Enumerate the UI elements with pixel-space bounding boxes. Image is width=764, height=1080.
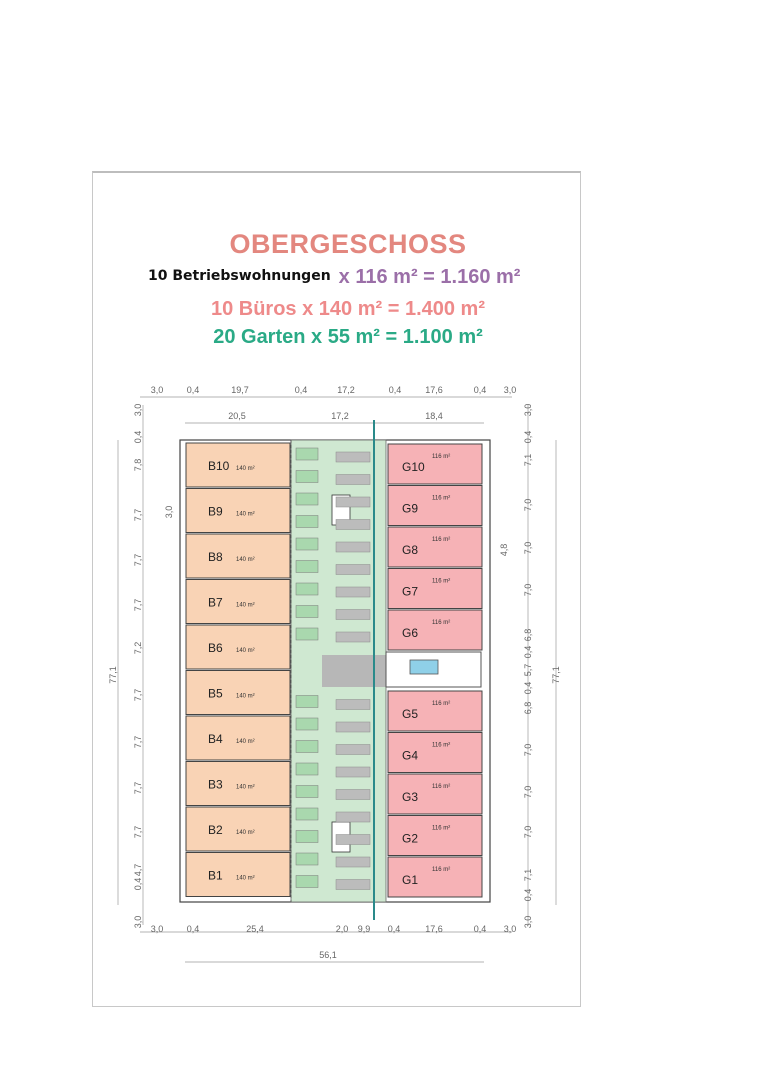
apartment-label: G2 xyxy=(402,831,419,846)
apartment-label: G8 xyxy=(402,543,419,557)
office-unit xyxy=(186,443,290,487)
corridor-module xyxy=(336,497,370,507)
dimension-label: 0,4 xyxy=(186,924,200,934)
apartment-area: 116 m² xyxy=(432,578,451,585)
dimension-label: 2,0 xyxy=(335,924,349,934)
dimension-label: 7,1 xyxy=(523,868,533,882)
core-area xyxy=(322,655,386,687)
dimension-label: 0,4 xyxy=(387,924,401,934)
dimension-label: 0,4 xyxy=(473,385,487,395)
corridor-module xyxy=(336,722,370,732)
dimension-label: 7,1 xyxy=(523,453,533,467)
office-area: 140 m² xyxy=(236,602,255,609)
apartment-area: 116 m² xyxy=(432,784,451,790)
office-area: 140 m² xyxy=(236,466,255,472)
corridor-module xyxy=(336,542,370,552)
dimension-label: 5,7 xyxy=(523,663,533,677)
corridor-module xyxy=(336,700,370,710)
apartment-label: G10 xyxy=(402,460,425,474)
office-units xyxy=(186,443,290,897)
dimension-label: 9,9 xyxy=(357,924,371,934)
dimension-label: 56,1 xyxy=(319,950,337,960)
dimension-label: 7,0 xyxy=(523,743,533,757)
dimension-label: 3,0 xyxy=(150,385,164,395)
dimension-label: 3,0 xyxy=(503,385,517,395)
office-unit xyxy=(186,534,290,578)
office-label: B4 xyxy=(208,732,223,746)
dimension-label: 4,8 xyxy=(499,543,509,557)
corridor-module xyxy=(336,520,370,530)
dimension-label: 3,0 xyxy=(503,924,517,934)
dimension-label: 17,2 xyxy=(337,385,355,395)
office-unit xyxy=(186,807,290,851)
corridor-module xyxy=(336,452,370,462)
corridor-module xyxy=(336,565,370,575)
corridor-module xyxy=(296,471,318,483)
office-area: 140 m² xyxy=(236,784,255,791)
dimension-label: 17,2 xyxy=(331,411,349,421)
office-area: 140 m² xyxy=(236,875,255,882)
corridor-module xyxy=(296,583,318,595)
office-label: B10 xyxy=(208,459,230,473)
corridor-module xyxy=(336,632,370,642)
dimension-label: 7,8 xyxy=(133,458,143,472)
corridor-module xyxy=(296,561,318,573)
dimension-label: 4,7 xyxy=(133,863,143,877)
offices-summary: 10 Büros x 140 m² = 1.400 m² xyxy=(210,298,486,320)
dimension-label: 0,4 xyxy=(388,385,402,395)
dimension-label: 17,6 xyxy=(425,385,443,395)
corridor-module xyxy=(296,696,318,708)
dimension-label: 3,0 xyxy=(133,403,143,417)
dimension-label: 17,6 xyxy=(425,924,443,934)
dimension-label: 19,7 xyxy=(231,385,249,395)
dimension-label: 77,1 xyxy=(551,666,561,684)
office-area: 140 m² xyxy=(236,511,255,518)
office-unit xyxy=(186,625,290,669)
corridor-module xyxy=(296,718,318,730)
dimension-label: 7,7 xyxy=(133,598,143,612)
dimension-label: 0,4 xyxy=(523,888,533,902)
dimension-label: 7,7 xyxy=(133,508,143,522)
dimension-label: 7,2 xyxy=(133,641,143,655)
dimension-label: 7,0 xyxy=(523,583,533,597)
apartment-area: 116 m² xyxy=(432,537,451,543)
corridor-module xyxy=(296,606,318,618)
office-area: 140 m² xyxy=(236,693,255,700)
dimension-label: 3,0 xyxy=(133,915,143,929)
gardens-summary: 20 Garten x 55 m² = 1.100 m² xyxy=(213,326,483,348)
office-label: B3 xyxy=(208,777,223,792)
office-unit xyxy=(186,671,290,715)
dimension-label: 25,4 xyxy=(246,924,264,934)
corridor-module xyxy=(296,853,318,865)
dimension-label: 0,4 xyxy=(133,430,143,444)
dimension-label: 18,4 xyxy=(425,411,443,421)
dimension-label: 0,4 xyxy=(473,924,487,934)
corridor-module xyxy=(336,587,370,597)
elevator-icon xyxy=(410,660,438,674)
corridor-module xyxy=(336,745,370,755)
dimension-label: 0,4 xyxy=(186,385,200,395)
dimension-label: 3,0 xyxy=(150,924,164,934)
dimension-label: 7,0 xyxy=(523,498,533,512)
office-unit xyxy=(186,580,290,624)
apartment-label: G5 xyxy=(402,707,419,721)
dimension-label: 7,0 xyxy=(523,541,533,555)
dimension-label: 20,5 xyxy=(228,411,246,421)
dimension-label: 6,8 xyxy=(523,701,533,715)
corridor-module xyxy=(336,880,370,890)
corridor-module xyxy=(296,876,318,888)
corridor-module xyxy=(336,812,370,822)
office-unit xyxy=(186,716,290,760)
corridor-module xyxy=(296,831,318,843)
corridor-module xyxy=(336,767,370,777)
office-label: B1 xyxy=(208,868,223,883)
dimension-label: 0,4 xyxy=(523,430,533,444)
dimension-label: 7,7 xyxy=(133,825,143,839)
apartments-summary-prefix: 10 Betriebswohnungen xyxy=(148,268,331,284)
corridor-module xyxy=(336,835,370,845)
office-area: 140 m² xyxy=(236,648,255,654)
office-label: B7 xyxy=(208,595,223,610)
corridor-module xyxy=(296,763,318,775)
dimension-label: 77,1 xyxy=(108,666,118,684)
page-title: OBERGESCHOSS xyxy=(229,229,467,259)
office-label: B6 xyxy=(208,641,223,655)
office-label: B5 xyxy=(208,686,223,701)
office-label: B2 xyxy=(208,823,223,837)
apartment-area: 116 m² xyxy=(432,742,451,749)
dimension-label: 7,0 xyxy=(523,825,533,839)
corridor-module xyxy=(296,538,318,550)
dimension-label: 0,4 xyxy=(523,645,533,659)
dimension-label: 3,0 xyxy=(164,505,174,519)
apartment-label: G7 xyxy=(402,584,419,599)
apartment-area: 116 m² xyxy=(432,620,451,626)
apartment-label: G9 xyxy=(402,501,419,516)
corridor-module xyxy=(296,448,318,460)
apartment-area: 116 m² xyxy=(432,825,451,832)
office-unit xyxy=(186,853,290,897)
dimension-label: 7,7 xyxy=(133,553,143,567)
corridor-module xyxy=(296,628,318,640)
dimension-label: 0,4 xyxy=(523,681,533,695)
dimension-label: 6,8 xyxy=(523,628,533,642)
apartment-label: G3 xyxy=(402,790,419,804)
office-area: 140 m² xyxy=(236,830,255,836)
dimension-label: 7,7 xyxy=(133,781,143,795)
apartment-label: G6 xyxy=(402,626,419,640)
corridor-module xyxy=(296,516,318,528)
corridor-module xyxy=(296,493,318,505)
office-label: B8 xyxy=(208,550,223,564)
apartments-summary-value: x 116 m² = 1.160 m² xyxy=(338,266,521,288)
office-label: B9 xyxy=(208,504,223,519)
apartment-area: 116 m² xyxy=(432,454,451,460)
office-area: 140 m² xyxy=(236,739,255,745)
corridor-module xyxy=(296,786,318,798)
dimension-label: 3,0 xyxy=(523,915,533,929)
corridor-module xyxy=(296,808,318,820)
corridor-module xyxy=(336,857,370,867)
apartment-area: 116 m² xyxy=(432,867,451,873)
dimension-label: 7,7 xyxy=(133,735,143,749)
apartment-label: G4 xyxy=(402,748,419,763)
apartment-area: 116 m² xyxy=(432,495,451,502)
corridor-module xyxy=(336,475,370,485)
office-area: 140 m² xyxy=(236,557,255,563)
dimension-label: 0,4 xyxy=(294,385,308,395)
dimension-label: 3,0 xyxy=(523,403,533,417)
office-unit xyxy=(186,489,290,533)
corridor-module xyxy=(296,741,318,753)
dimension-label: 7,0 xyxy=(523,785,533,799)
apartment-label: G1 xyxy=(402,873,419,887)
corridor-module xyxy=(336,610,370,620)
apartment-area: 116 m² xyxy=(432,701,451,707)
dimension-label: 7,7 xyxy=(133,688,143,702)
office-unit xyxy=(186,762,290,806)
corridor-module xyxy=(336,790,370,800)
dimension-label: 0,4 xyxy=(133,877,143,891)
